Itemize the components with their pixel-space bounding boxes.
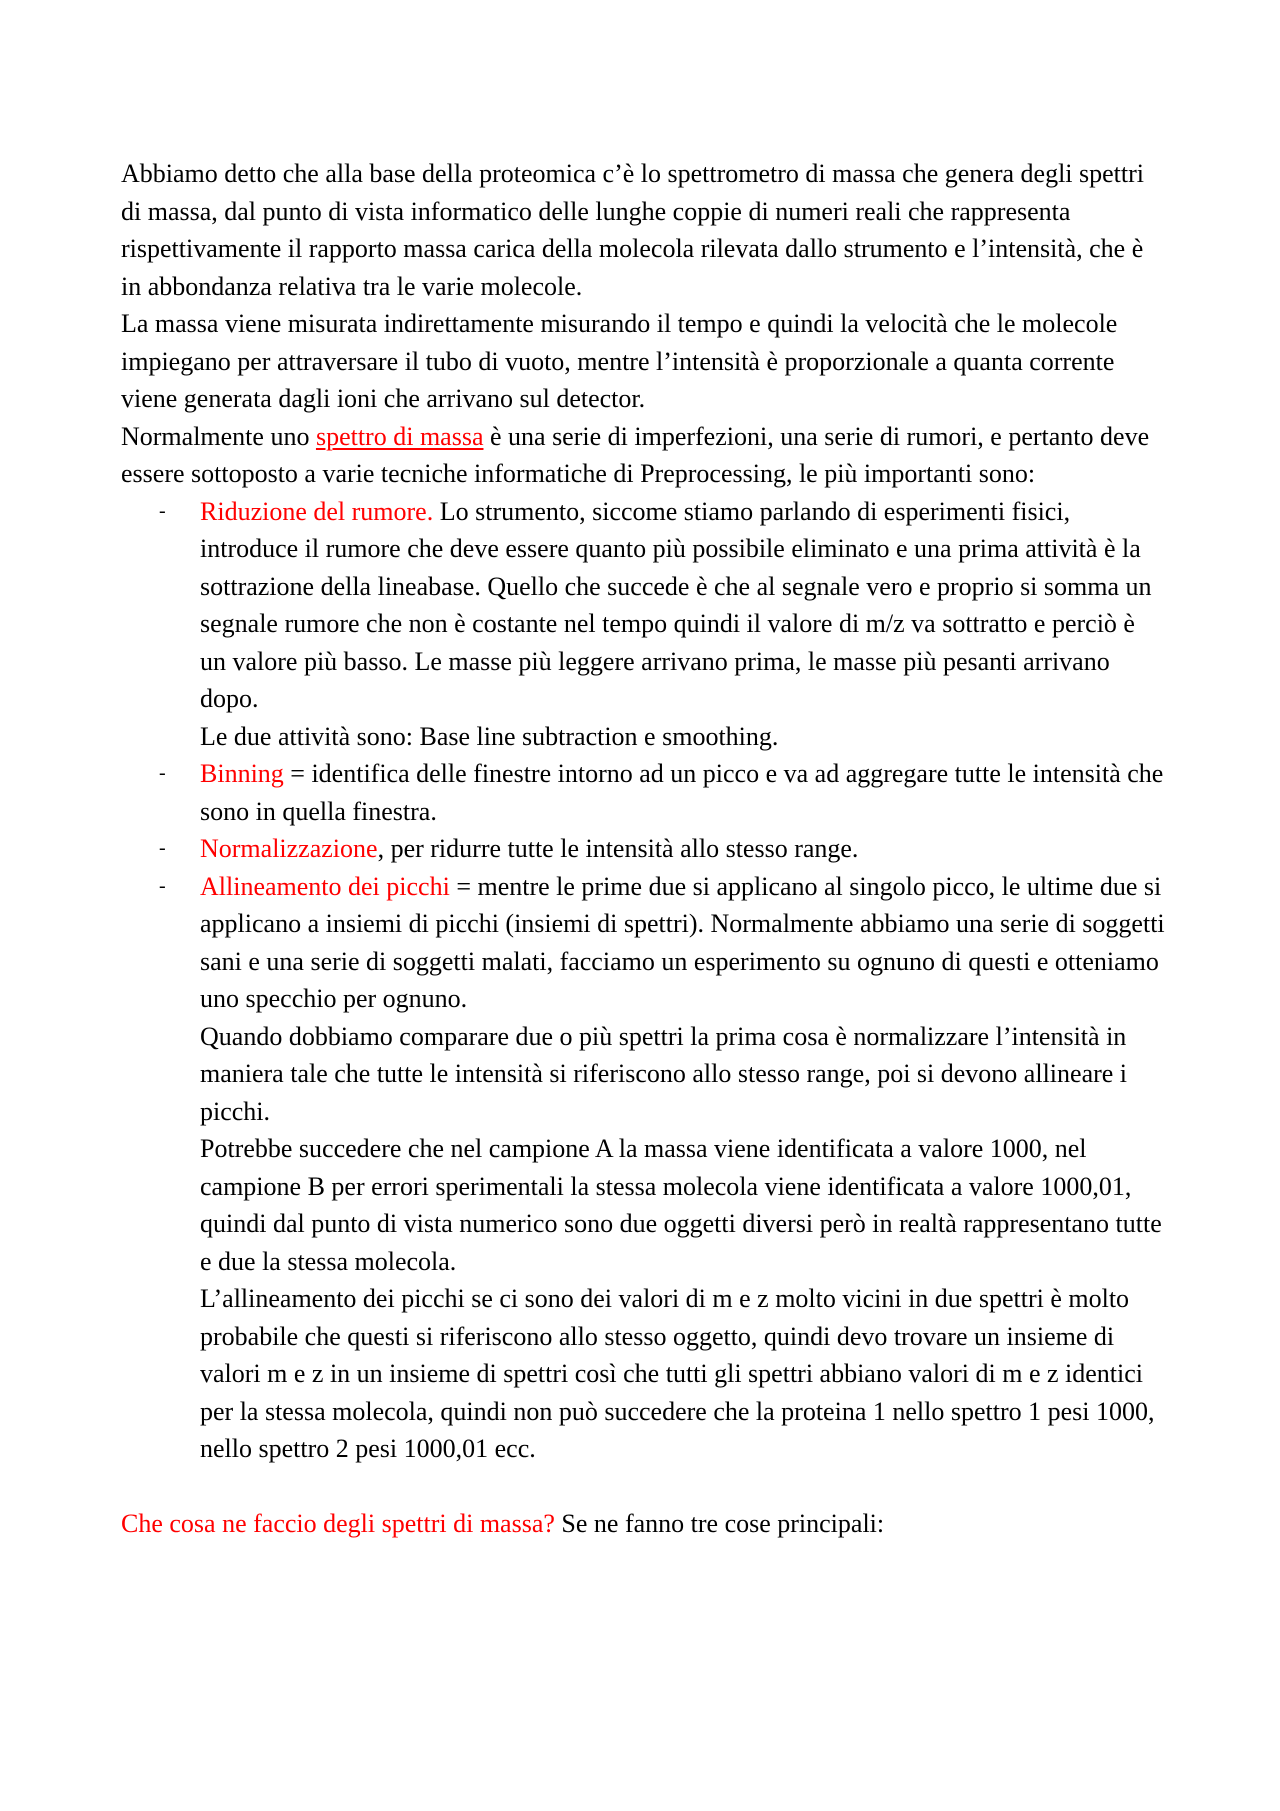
document-page xyxy=(121,155,1166,1542)
item-extra-2: Potrebbe succedere che nel campione A la massa viene identificata a valore 1000, nel campione B per errori sperimentali la stessa molecola viene identificata a valore 1000,01, quindi dal punto di vista numerico sono due oggetti diversi però in realtà rappresentano tutte e due la stessa molecola. xyxy=(200,1134,1162,1276)
term-binning: Binning xyxy=(200,759,284,788)
list-item-allineamento xyxy=(121,868,1166,1468)
term-normalizzazione: Normalizzazione xyxy=(200,834,378,863)
spettro-di-massa-link[interactable]: spettro di massa xyxy=(315,421,484,451)
item-text: , per ridurre tutte le intensità allo stesso range. xyxy=(377,834,859,863)
intro-paragraph-1: Abbiamo detto che alla base della proteomica c’è lo spettrometro di massa che genera degli spettri di massa, dal punto di vista informatico delle lunghe coppie di numeri reali che rappresenta rispettivamente il rapporto massa carica della molecola rilevata dallo strumento e l’intensità, che è in abbondanza relativa tra le varie molecole. xyxy=(121,159,1145,301)
item-extra: Le due attività sono: Base line subtraction e smoothing. xyxy=(200,721,779,751)
closing-question: Che cosa ne faccio degli spettri di massa? xyxy=(121,1508,555,1538)
term-riduzione-del-rumore: Riduzione del rumore. xyxy=(200,496,434,526)
intro-paragraph-3-start: Normalmente uno xyxy=(121,421,316,451)
preprocessing-list xyxy=(121,493,1166,1468)
term-allineamento-dei-picchi: Allineamento dei picchi xyxy=(200,871,450,901)
bullet-dash: - xyxy=(159,874,166,897)
intro-paragraph-2: La massa viene misurata indirettamente misurando il tempo e quindi la velocità che le molecole impiegano per attraversare il tubo di vuoto, mentre l’intensità è proporzionale a quanta corrente viene generata dagli ioni che arrivano sul detector. xyxy=(121,309,1118,413)
bullet-dash: - xyxy=(159,837,166,859)
closing-paragraph xyxy=(121,1505,1166,1543)
intro-paragraph-3-end: è una serie di imperfezioni, una serie di rumori, e pertanto deve essere sottoposto a varie tecniche informatiche di Preprocessing, le più importanti sono: xyxy=(121,421,1150,488)
bullet-dash: - xyxy=(159,762,166,784)
list-item-riduzione xyxy=(121,493,1166,756)
bullet-dash: - xyxy=(159,499,166,522)
item-extra-3: L’allineamento dei picchi se ci sono dei valori di m e z molto vicini in due spettri è molto probabile che questi si riferiscono allo stesso oggetto, quindi devo trovare un insieme di valori m e z in un insieme di spettri così che tutti gli spettri abbiano valori di m e z identici per la stessa molecola, quindi non può succedere che la proteina 1 nello spettro 1 pesi 1000, nello spettro 2 pesi 1000,01 ecc. xyxy=(200,1284,1155,1463)
item-text: Lo strumento, siccome stiamo parlando di esperimenti fisici, introduce il rumore che deve essere quanto più possibile eliminato e una prima attività è la sottrazione della lineabase. Quello che succede è che al segnale vero e proprio si somma un segnale rumore che non è costante nel tempo quindi il valore di m/z va sottratto e perciò è un valore più basso. Le masse più leggere arrivano prima, le masse più pesanti arrivano dopo. xyxy=(200,496,1152,713)
list-item-binning xyxy=(121,755,1166,830)
item-text: = mentre le prime due si applicano al singolo picco, le ultime due si applicano a insiemi di picchi (insiemi di spettri). Normalmente abbiamo una serie di soggetti sani e una serie di soggetti malati, facciamo un esperimento su ognuno di questi e otteniamo uno specchio per ognuno. xyxy=(200,871,1165,1013)
intro-paragraph-3 xyxy=(121,418,1166,493)
item-extra: Quando dobbiamo comparare due o più spettri la prima cosa è normalizzare l’intensità in maniera tale che tutte le intensità si riferiscono allo stesso range, poi si devono allineare i picchi. xyxy=(200,1021,1128,1126)
closing-text: Se ne fanno tre cose principali: xyxy=(554,1508,885,1538)
item-text: = identifica delle finestre intorno ad un picco e va ad aggregare tutte le intensità che sono in quella finestra. xyxy=(200,759,1164,826)
list-item-normalizzazione xyxy=(121,830,1166,868)
